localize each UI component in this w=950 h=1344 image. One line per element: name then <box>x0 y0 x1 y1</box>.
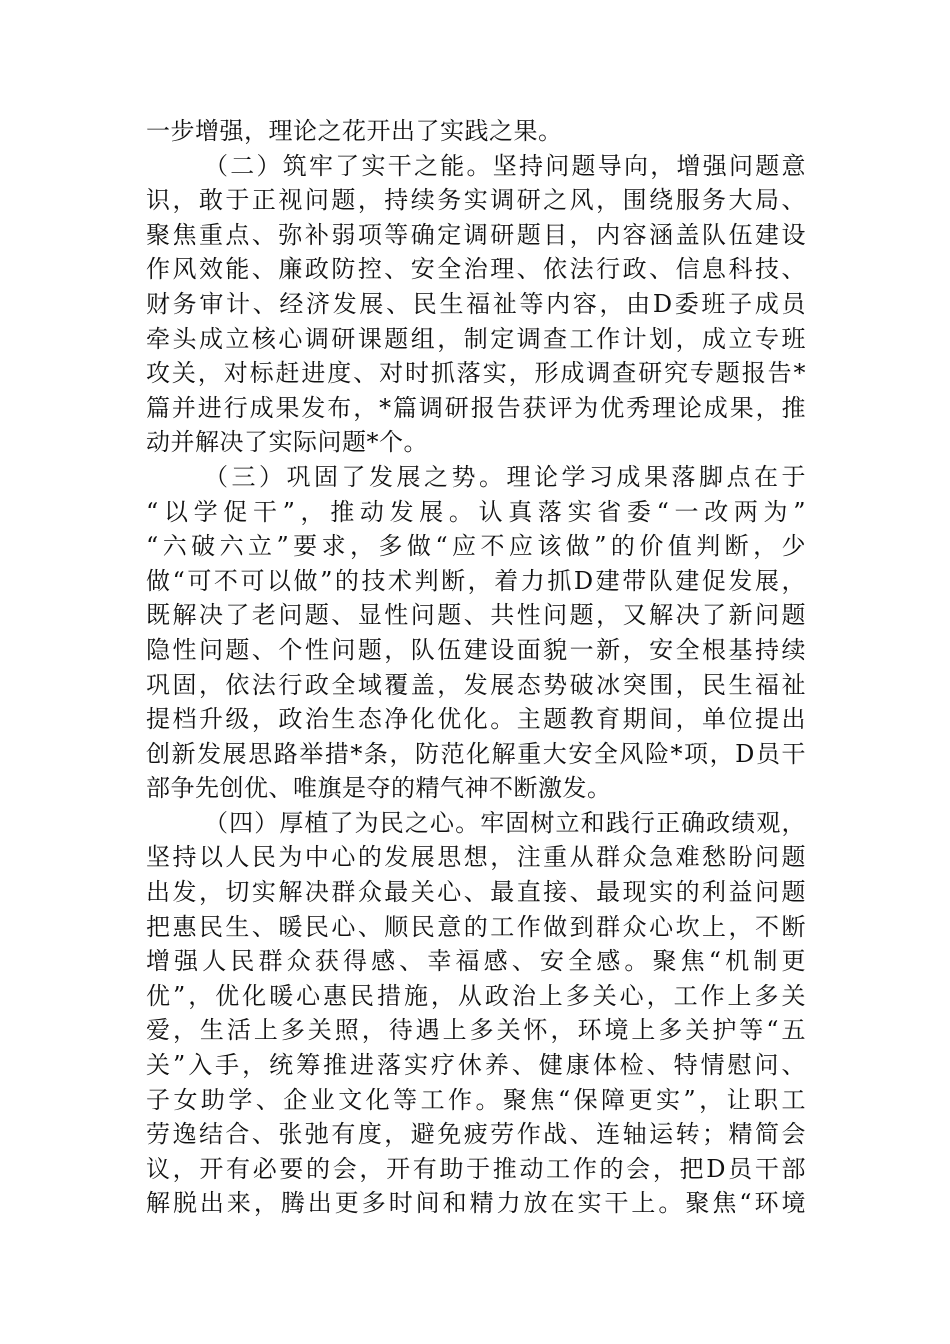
text-line: 部争先创优、唯旗是夺的精气神不断激发。 <box>146 774 612 803</box>
text-line: 既解决了老问题、显性问题、共性问题，又解决了新问题 <box>146 601 806 630</box>
paragraph-first-line: （二）筑牢了实干之能。坚持问题导向，增强问题意 <box>204 151 806 180</box>
text-line: 优”，优化暖心惠民措施，从政治上多关心，工作上多关 <box>146 981 806 1010</box>
text-line: 做“可不可以做”的技术判断，着力抓D建带队建促发展， <box>146 566 806 595</box>
paragraph-first-line: （三）巩固了发展之势。理论学习成果落脚点在于 <box>204 462 806 491</box>
text-line: 巩固，依法行政全域覆盖，发展态势破冰突围，民生福祉 <box>146 670 806 699</box>
text-line: 创新发展思路举措*条，防范化解重大安全风险*项，D员干 <box>146 739 806 768</box>
text-line: 篇并进行成果发布，*篇调研报告获评为优秀理论成果，推 <box>146 393 806 422</box>
text-line: 作风效能、廉政防控、安全治理、依法行政、信息科技、 <box>146 255 806 284</box>
text-line: 出发，切实解决群众最关心、最直接、最现实的利益问题 <box>146 878 806 907</box>
text-line: 动并解决了实际问题*个。 <box>146 428 428 457</box>
text-line: 聚焦重点、弥补弱项等确定调研题目，内容涵盖队伍建设 <box>146 220 806 249</box>
text-line: 提档升级，政治生态净化优化。主题教育期间，单位提出 <box>146 705 806 734</box>
text-line: 识，敢于正视问题，持续务实调研之风，围绕服务大局、 <box>146 186 806 215</box>
text-line: 坚持以人民为中心的发展思想，注重从群众急难愁盼问题 <box>146 843 806 872</box>
text-line: 子女助学、企业文化等工作。聚焦“保障更实”，让职工 <box>146 1085 806 1114</box>
paragraph-first-line: （四）厚植了为民之心。牢固树立和践行正确政绩观， <box>204 808 806 837</box>
text-line: “六破六立”要求，多做“应不应该做”的价值判断，少 <box>146 532 806 561</box>
document-body <box>146 114 806 1221</box>
text-line: 解脱出来，腾出更多时间和精力放在实干上。聚焦“环境 <box>146 1189 806 1218</box>
text-line: 把惠民生、暖民心、顺民意的工作做到群众心坎上，不断 <box>146 912 806 941</box>
text-line: “以学促干”，推动发展。认真落实省委“一改两为” <box>146 497 806 526</box>
text-line: 关”入手，统筹推进落实疗休养、健康体检、特情慰问、 <box>146 1051 806 1080</box>
text-line: 爱，生活上多关照，待遇上多关怀，环境上多关护等“五 <box>146 1016 806 1045</box>
text-line: 一步增强，理论之花开出了实践之果。 <box>146 117 563 145</box>
text-line: 财务审计、经济发展、民生福祉等内容，由D委班子成员 <box>146 289 806 318</box>
text-line: 增强人民群众获得感、幸福感、安全感。聚焦“机制更 <box>146 947 806 976</box>
text-line: 议，开有必要的会，开有助于推动工作的会，把D员干部 <box>146 1154 806 1183</box>
text-line: 牵头成立核心调研课题组，制定调查工作计划，成立专班 <box>146 324 806 353</box>
text-line: 攻关，对标赶进度、对时抓落实，形成调查研究专题报告* <box>146 359 806 388</box>
text-line: 隐性问题、个性问题，队伍建设面貌一新，安全根基持续 <box>146 635 806 664</box>
text-line: 劳逸结合、张弛有度，避免疲劳作战、连轴运转；精简会 <box>146 1120 806 1149</box>
